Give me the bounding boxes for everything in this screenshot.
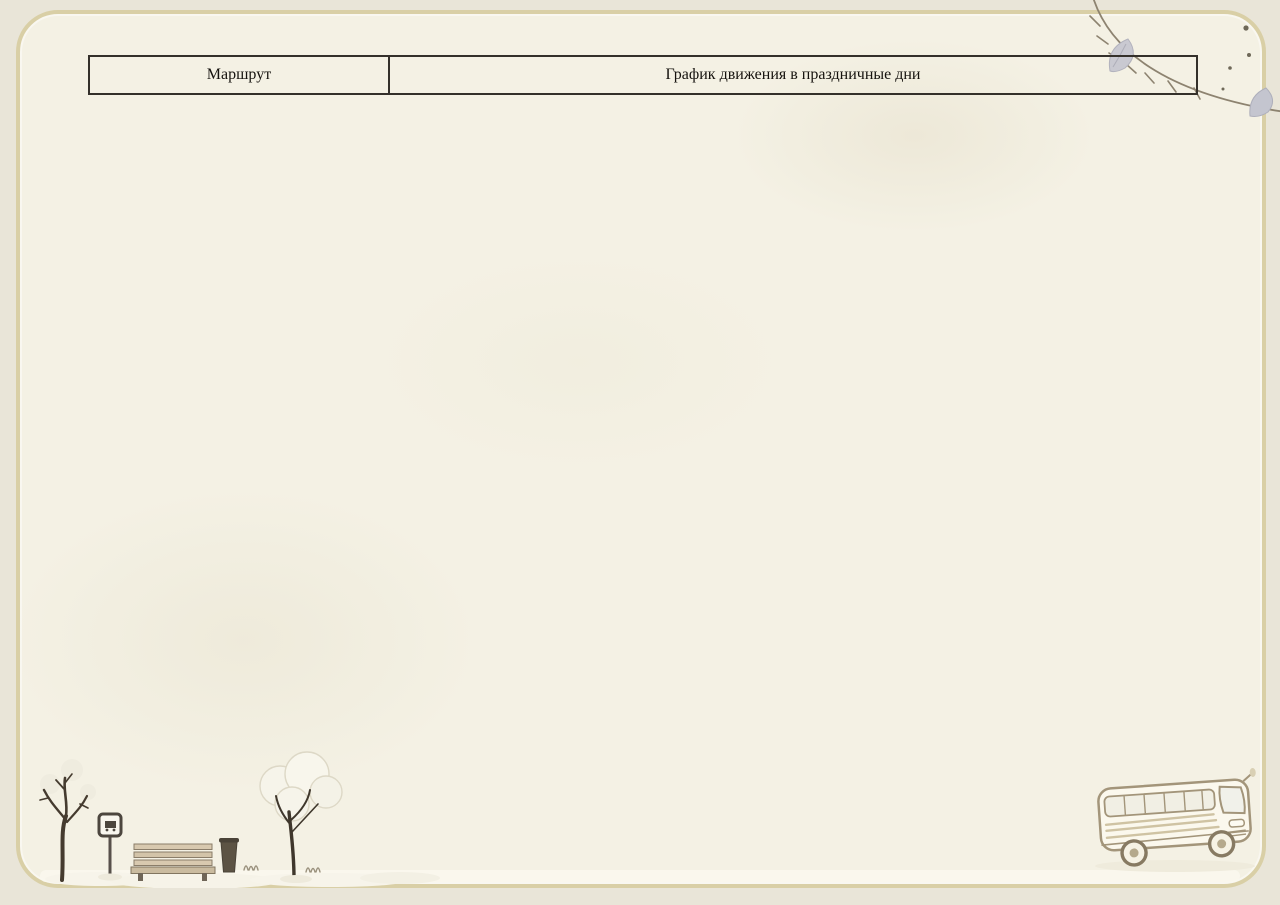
bus-stop-sign-icon	[98, 814, 122, 881]
winter-scene	[30, 728, 450, 888]
coach-bus-icon	[1080, 762, 1270, 882]
schedule-table	[88, 55, 1198, 95]
bare-tree-icon	[40, 759, 96, 880]
schedule-column-header: График движения в праздничные дни	[389, 56, 1197, 94]
snowy-tree-icon	[260, 752, 342, 883]
grass-tuft-icon	[244, 866, 320, 872]
route-column-header: Маршрут	[89, 56, 389, 94]
leaf-icon	[1250, 88, 1273, 117]
trash-bin-icon	[219, 838, 239, 872]
table-header-row	[89, 56, 1197, 94]
